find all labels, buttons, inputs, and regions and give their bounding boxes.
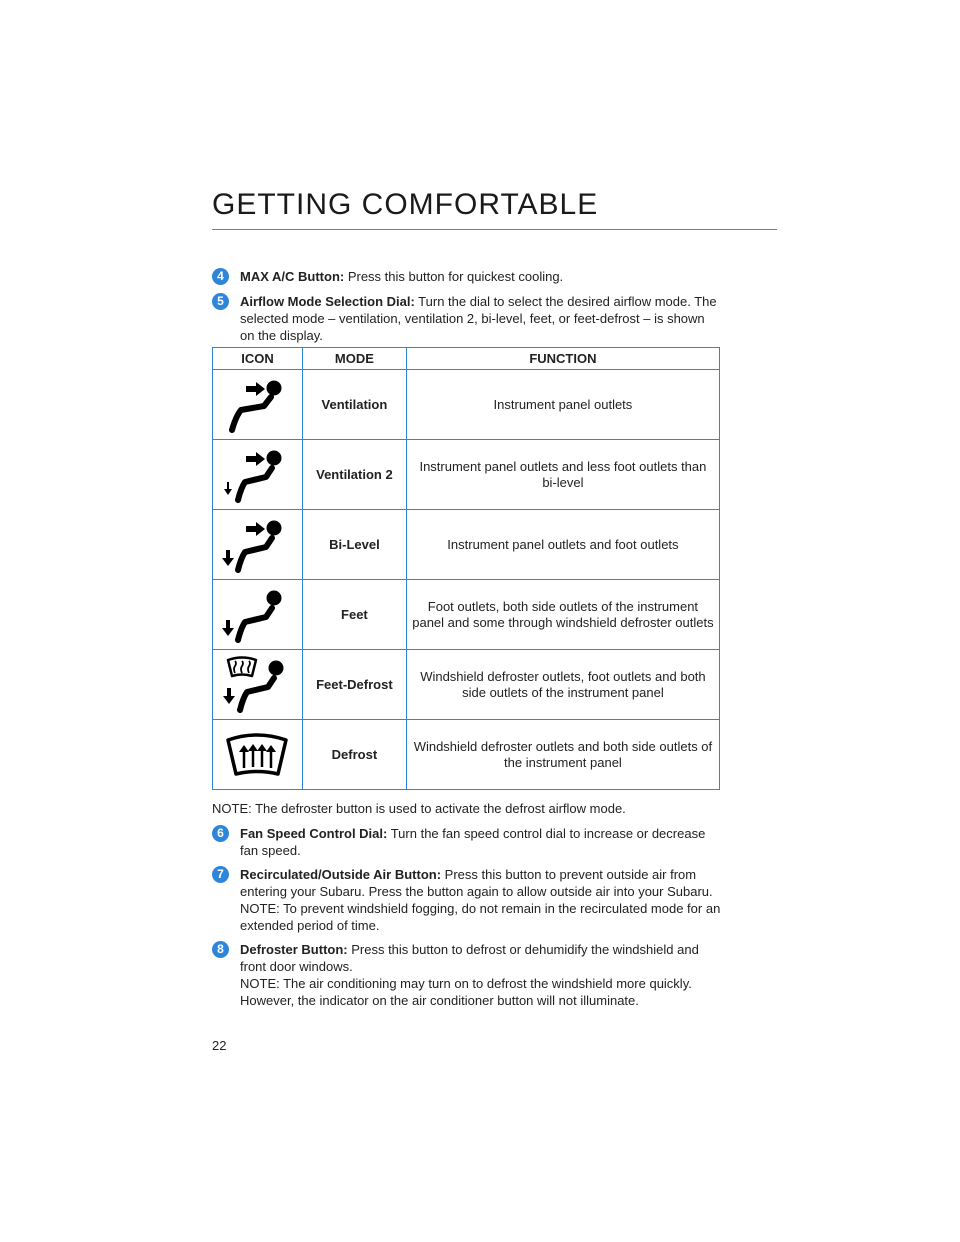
- number-badge: 7: [212, 866, 229, 883]
- icon-cell: [213, 510, 303, 580]
- page-number: 22: [212, 1038, 227, 1053]
- item-text: Turn the fan speed control dial to increase or decrease fan speed.: [240, 826, 706, 858]
- icon-cell: [213, 370, 303, 440]
- function-cell: Instrument panel outlets: [406, 370, 719, 440]
- item-note: NOTE: The air conditioning may turn on to defrost the windshield more quickly. However, the indicator on the air conditioner button will not illuminate.: [240, 976, 692, 1008]
- mode-cell: Bi-Level: [302, 510, 406, 580]
- item-title: Fan Speed Control Dial:: [240, 826, 388, 841]
- bi-level-icon: [222, 514, 292, 576]
- icon-cell: [213, 580, 303, 650]
- item-title: MAX A/C Button:: [240, 269, 345, 284]
- table-row: [213, 650, 720, 720]
- defroster-note: NOTE: The defroster button is used to activate the defrost airflow mode.: [212, 801, 626, 816]
- item-text: Press this button to defrost or dehumidify the windshield and front door windows.: [240, 942, 699, 974]
- mode-cell: Ventilation: [302, 370, 406, 440]
- function-cell: Foot outlets, both side outlets of the instrument panel and some through windshield defroster outlets: [406, 580, 719, 650]
- item-text: Turn the dial to select the desired airflow mode. The selected mode – ventilation, ventilation 2, bi-level, feet, or feet-defrost – is shown on the display.: [240, 294, 717, 343]
- table-row: [213, 580, 720, 650]
- icon-cell: [213, 440, 303, 510]
- header-icon: ICON: [213, 348, 303, 370]
- number-badge: 8: [212, 941, 229, 958]
- item-max-ac: [212, 268, 722, 285]
- item-airflow-mode: [212, 293, 722, 344]
- number-badge: 6: [212, 825, 229, 842]
- table-row: [213, 370, 720, 440]
- item-title: Airflow Mode Selection Dial:: [240, 294, 415, 309]
- mode-cell: Feet-Defrost: [302, 650, 406, 720]
- item-text: Press this button for quickest cooling.: [344, 269, 564, 284]
- icon-cell: [213, 650, 303, 720]
- header-function: FUNCTION: [406, 348, 719, 370]
- table-row: [213, 440, 720, 510]
- item-title: Recirculated/Outside Air Button:: [240, 867, 442, 882]
- function-cell: Windshield defroster outlets and both side outlets of the instrument panel: [406, 720, 719, 790]
- table-header-row: [213, 348, 720, 370]
- feet-defrost-icon: [222, 654, 292, 716]
- table-row: [213, 720, 720, 790]
- ventilation-2-icon: [222, 444, 292, 506]
- header-mode: MODE: [302, 348, 406, 370]
- number-badge: 5: [212, 293, 229, 310]
- feet-icon: [222, 584, 292, 646]
- item-recirculated-air: [212, 866, 722, 934]
- airflow-mode-table: [212, 347, 720, 790]
- defrost-icon: [222, 730, 292, 780]
- function-cell: Windshield defroster outlets, foot outlets and both side outlets of the instrument panel: [406, 650, 719, 720]
- function-cell: Instrument panel outlets and less foot outlets than bi-level: [406, 440, 719, 510]
- number-badge: 4: [212, 268, 229, 285]
- title-rule: [212, 229, 777, 230]
- icon-cell: [213, 720, 303, 790]
- ventilation-icon: [222, 374, 292, 436]
- mode-cell: Feet: [302, 580, 406, 650]
- item-defroster: [212, 941, 722, 1009]
- mode-cell: Defrost: [302, 720, 406, 790]
- item-fan-speed: [212, 825, 722, 859]
- mode-cell: Ventilation 2: [302, 440, 406, 510]
- item-text: Press this button to prevent outside air from entering your Subaru. Press the button again to allow outside air into your Subaru.: [240, 867, 713, 899]
- function-cell: Instrument panel outlets and foot outlets: [406, 510, 719, 580]
- item-title: Defroster Button:: [240, 942, 348, 957]
- table-row: [213, 510, 720, 580]
- section-title: GETTING COMFORTABLE: [212, 188, 599, 221]
- item-note: NOTE: To prevent windshield fogging, do not remain in the recirculated mode for an extended period of time.: [240, 901, 721, 933]
